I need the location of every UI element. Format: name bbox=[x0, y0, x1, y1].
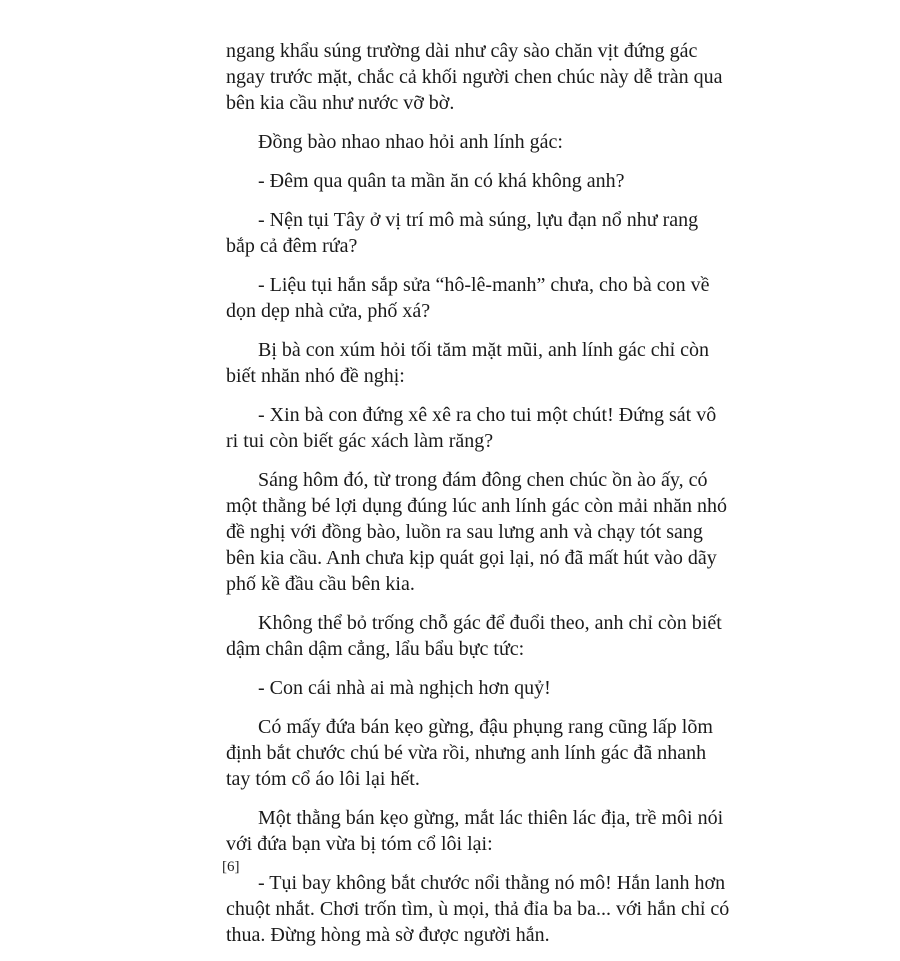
text-line: Một thằng bán kẹo gừng, mắt lác thiên lác địa, trề môi nói bbox=[258, 807, 724, 829]
paragraph bbox=[226, 675, 712, 701]
text-line: một thằng bé lợi dụng đúng lúc anh lính gác còn mải nhăn nhó bbox=[226, 495, 728, 517]
text-line: dậm chân dậm cẳng, lẩu bẩu bực tức: bbox=[226, 638, 525, 660]
paragraph bbox=[226, 467, 728, 597]
text-line: ri tui còn biết gác xách làm răng? bbox=[226, 430, 494, 452]
text-line: ngay trước mặt, chắc cả khối người chen chúc này dễ tràn qua bbox=[226, 66, 723, 88]
text-line: Bị bà con xúm hỏi tối tăm mặt mũi, anh lính gác chỉ còn bbox=[258, 339, 710, 361]
text-line: đề nghị với đồng bào, luồn ra sau lưng anh và chạy tót sang bbox=[226, 521, 703, 543]
page-number: [6] bbox=[222, 859, 240, 875]
text-line: bên kia cầu. Anh chưa kịp quát gọi lại, nó đã mất hút vào dãy bbox=[226, 547, 717, 569]
text-line: biết nhăn nhó đề nghị: bbox=[226, 365, 405, 387]
text-line: bên kia cầu như nước vỡ bờ. bbox=[226, 92, 455, 114]
paragraph bbox=[226, 207, 712, 259]
paragraph bbox=[226, 870, 730, 948]
text-line: - Đêm qua quân ta mần ăn có khá không anh? bbox=[258, 170, 625, 192]
paragraph bbox=[226, 714, 712, 792]
text-line: định bắt chước chú bé vừa rồi, nhưng anh lính gác đã nhanh bbox=[226, 742, 707, 764]
paragraph bbox=[226, 337, 712, 389]
text-line: - Nện tụi Tây ở vị trí mô mà súng, lựu đạn nổ như rang bbox=[258, 209, 699, 231]
text-line: dọn dẹp nhà cửa, phố xá? bbox=[226, 300, 431, 322]
text-line: - Xin bà con đứng xê xê ra cho tui một chút! Đứng sát vô bbox=[258, 404, 717, 426]
text-line: chuột nhắt. Chơi trốn tìm, ù mọi, thả đỉa ba ba... với hắn chỉ có bbox=[226, 898, 730, 920]
text-line: Có mấy đứa bán kẹo gừng, đậu phụng rang cũng lấp lõm bbox=[258, 716, 713, 738]
text-line: - Tụi bay không bắt chước nổi thằng nó mô! Hắn lanh hơn bbox=[258, 872, 726, 894]
text-line: ngang khẩu súng trường dài như cây sào chăn vịt đứng gác bbox=[226, 40, 698, 62]
paragraph bbox=[226, 129, 712, 155]
text-line: - Liệu tụi hắn sắp sửa “hô-lê-manh” chưa, cho bà con về bbox=[258, 274, 710, 296]
text-line: Không thể bỏ trống chỗ gác để đuổi theo, anh chỉ còn biết bbox=[258, 612, 722, 634]
paragraph bbox=[226, 402, 717, 454]
text-line: Sáng hôm đó, từ trong đám đông chen chúc ồn ào ấy, có bbox=[258, 469, 708, 491]
text-line: với đứa bạn vừa bị tóm cổ lôi lại: bbox=[226, 833, 493, 855]
text-line: tay tóm cổ áo lôi lại hết. bbox=[226, 768, 420, 790]
text-line: phố kề đầu cầu bên kia. bbox=[226, 573, 415, 595]
text-line: thua. Đừng hòng mà sờ được người hắn. bbox=[226, 924, 550, 946]
text-line: Đồng bào nhao nhao hỏi anh lính gác: bbox=[258, 131, 563, 153]
paragraph bbox=[226, 168, 712, 194]
paragraph bbox=[226, 805, 724, 857]
paragraph bbox=[226, 38, 723, 116]
paragraph bbox=[226, 610, 722, 662]
paragraph bbox=[226, 272, 712, 324]
body-text bbox=[226, 38, 730, 961]
text-line: bắp cả đêm rứa? bbox=[226, 235, 358, 257]
text-line: - Con cái nhà ai mà nghịch hơn quỷ! bbox=[258, 677, 551, 699]
